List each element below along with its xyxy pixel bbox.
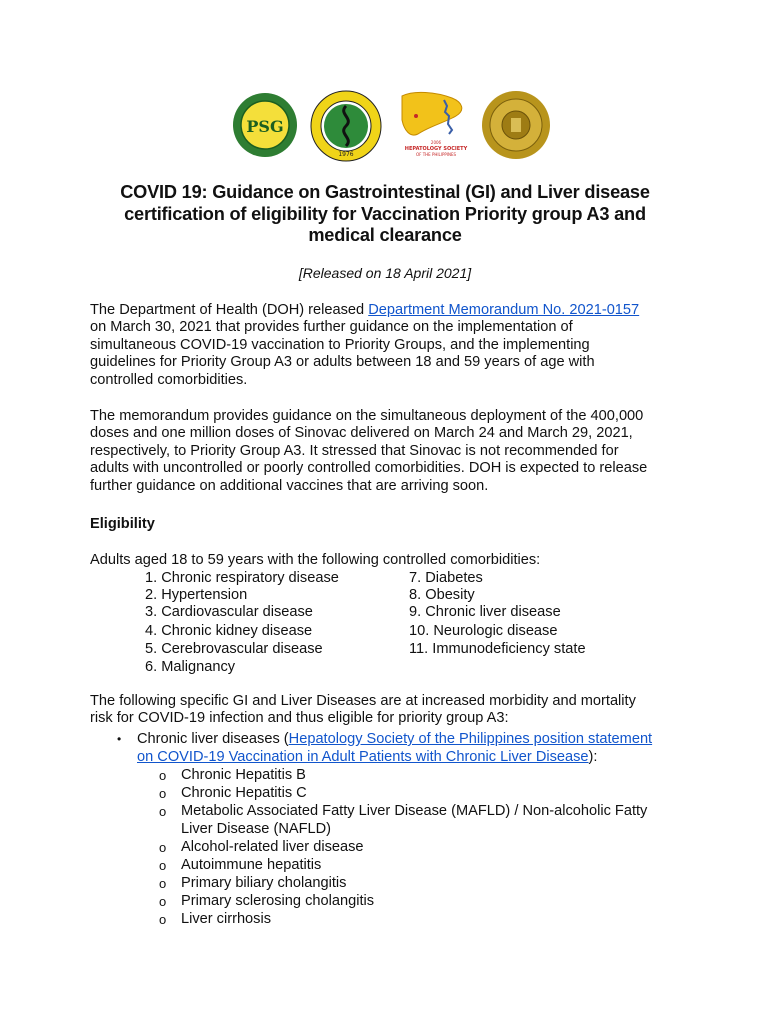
comorbidity-item: 9. Chronic liver disease (409, 604, 561, 620)
memorandum-paragraph (90, 408, 680, 495)
memo-line: doses and one million doses of Sinovac delivered on March 24 and March 29, 2021, (90, 425, 633, 442)
liver-disease-item: Chronic Hepatitis B (181, 767, 306, 783)
bullet-text: Chronic liver diseases ( (137, 731, 289, 747)
intro-line: guidelines for Priority Group A3 or adults between 18 and 59 years of age with (90, 354, 595, 371)
liver-disease-item: Metabolic Associated Fatty Liver Disease (MAFLD) / Non-alcoholic Fatty (181, 803, 648, 819)
sub-bullet-icon: o (159, 876, 167, 891)
sub-bullet-icon: o (159, 912, 167, 927)
intro-line: simultaneous COVID-19 vaccination to Priority Groups, and the implementing (90, 336, 590, 353)
sub-bullet-icon: o (159, 858, 167, 873)
memo-line: The memorandum provides guidance on the simultaneous deployment of the 400,000 (90, 408, 644, 424)
liver-disease-item: Primary biliary cholangitis (181, 875, 347, 891)
bullet-text-end: ): (588, 749, 598, 765)
hsp-position-statement-link[interactable]: Hepatology Society of the Philippines position statement (288, 731, 653, 747)
eligibility-intro: Adults aged 18 to 59 years with the following controlled comorbidities: (90, 552, 541, 568)
title-line-1: COVID 19: Guidance on Gastrointestinal (GI) and Liver disease (120, 182, 650, 202)
liver-disease-item-cont: Liver Disease (NAFLD) (181, 821, 332, 837)
svg-text:OF THE PHILIPPINES: OF THE PHILIPPINES (415, 152, 457, 157)
liver-disease-item: Primary sclerosing cholangitis (181, 893, 375, 909)
svg-text:PSG: PSG (246, 117, 284, 136)
comorbidity-item: 11. Immunodeficiency state (409, 641, 586, 657)
memorandum-link[interactable]: Department Memorandum No. 2021-0157 (368, 302, 640, 318)
sub-bullet-icon: o (159, 894, 167, 909)
memo-line: adults with uncontrolled or poorly controlled comorbidities. DOH is expected to release (90, 460, 648, 477)
release-date: [Released on 18 April 2021] (298, 265, 472, 281)
sub-bullet-icon: o (159, 840, 167, 855)
memo-line: respectively, to Priority Group A3. It stressed that Sinovac is not recommended for (90, 442, 619, 459)
svg-text:2006: 2006 (430, 140, 442, 145)
liver-disease-item: Chronic Hepatitis C (181, 785, 307, 801)
liver-disease-item: Liver cirrhosis (181, 911, 272, 927)
liver-disease-item: Autoimmune hepatitis (181, 857, 322, 873)
title-line-3: medical clearance (308, 225, 462, 245)
sub-bullet-icon: o (159, 786, 167, 801)
hepatology-society-liver-map-icon (396, 86, 474, 160)
gi-line: The following specific GI and Liver Diseases are at increased morbidity and mortality (90, 693, 636, 709)
intro-paragraph (90, 302, 680, 389)
comorbidity-item: 1. Chronic respiratory disease (145, 570, 339, 586)
intro-line: controlled comorbidities. (90, 371, 248, 388)
comorbidity-item: 5. Cerebrovascular disease (145, 641, 323, 657)
gold-society-seal-icon (481, 90, 551, 160)
digestive-endoscopy-seal-icon (310, 90, 382, 162)
intro-line: on March 30, 2021 that provides further guidance on the implementation of (90, 319, 573, 336)
sub-bullet-icon: o (159, 804, 167, 819)
gi-line: risk for COVID-19 infection and thus eligible for priority group A3: (90, 710, 509, 727)
intro-text: The Department of Health (DOH) released (90, 302, 369, 318)
svg-text:1976: 1976 (338, 151, 354, 158)
title-line-2: certification of eligibility for Vaccination Priority group A3 and (124, 203, 646, 224)
gi-liver-paragraph (90, 693, 680, 728)
liver-disease-item: Alcohol-related liver disease (181, 839, 364, 855)
memo-line: further guidance on additional vaccines that are arriving soon. (90, 477, 489, 494)
comorbidity-item: 3. Cardiovascular disease (145, 604, 313, 620)
comorbidity-item: 4. Chronic kidney disease (145, 623, 313, 639)
comorbidity-item: 7. Diabetes (409, 570, 483, 586)
hsp-position-statement-link-cont[interactable]: on COVID-19 Vaccination in Adult Patients with Chronic Liver Disease (137, 749, 589, 765)
bullet-item-continuation (137, 749, 597, 766)
document-title (100, 182, 670, 247)
comorbidity-item: 2. Hypertension (145, 587, 248, 603)
psg-seal-icon (232, 92, 298, 158)
society-logos (0, 92, 770, 168)
comorbidity-item: 8. Obesity (409, 587, 475, 603)
comorbidity-item: 6. Malignancy (145, 659, 236, 675)
bullet-icon: • (117, 732, 122, 746)
comorbidity-item: 10. Neurologic disease (409, 623, 558, 639)
svg-text:HEPATOLOGY SOCIETY: HEPATOLOGY SOCIETY (404, 146, 468, 152)
sub-bullet-icon: o (159, 768, 167, 783)
bullet-item-chronic-liver (137, 731, 652, 748)
eligibility-heading: Eligibility (90, 516, 155, 532)
